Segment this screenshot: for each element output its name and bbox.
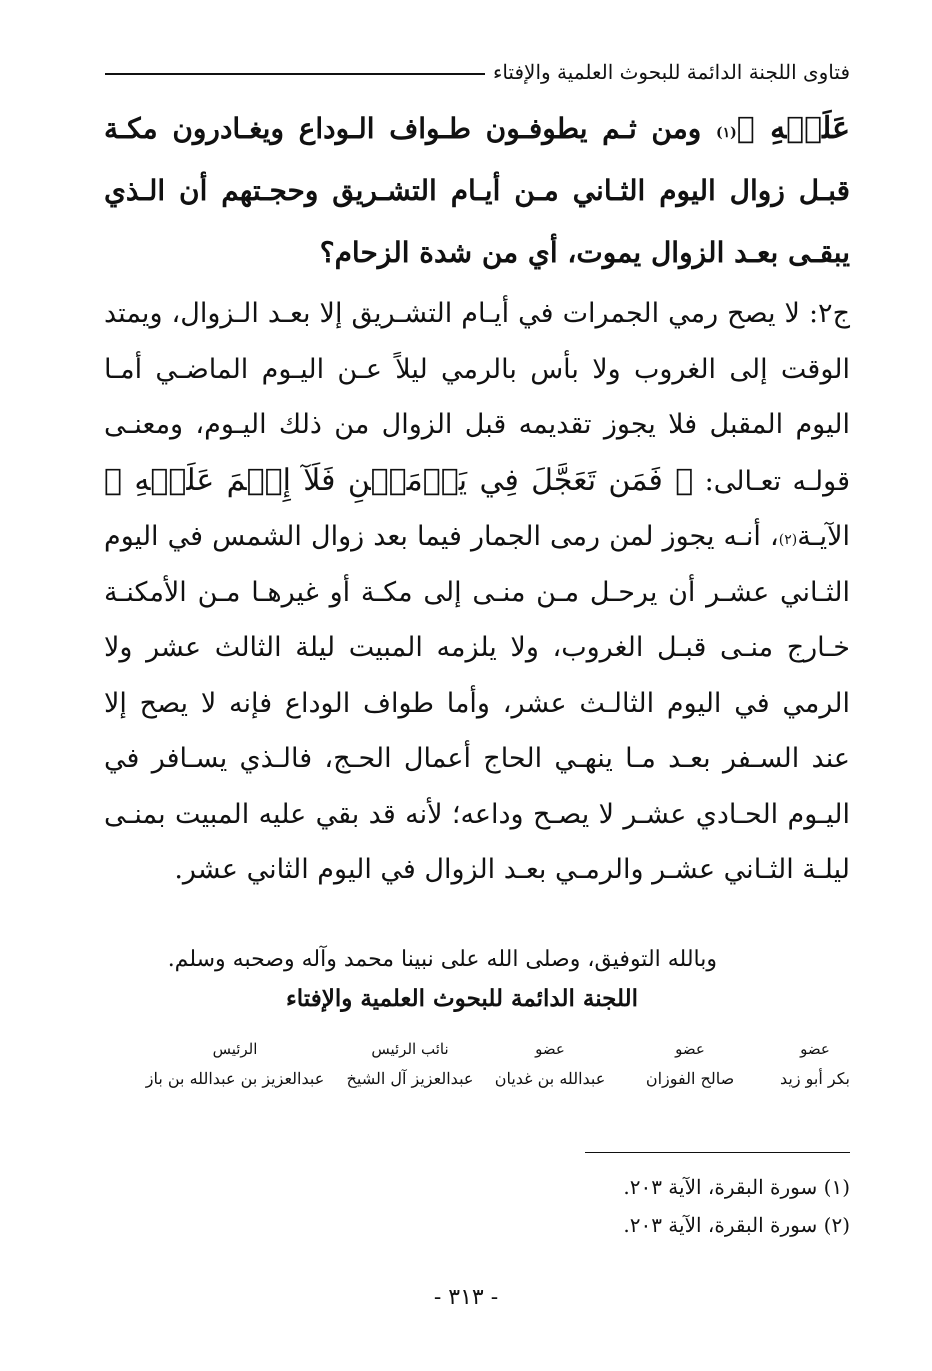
signatory-role: الرئيس (212, 1040, 258, 1058)
closing-line: وبالله التوفيق، وصلى الله على نبينا محمد وآله وصحبه وسلم. (167, 947, 717, 972)
signatory-role: عضو (535, 1040, 565, 1058)
question-body: ومن ثـم يطوفـون طـواف الـوداع ويغـادرون مكـة قبـل زوال اليوم الثـاني مـن أيـام التشـريق وحجـتهم أن الـذي يبقـى بعـد الزوال يموت، أي من شدة الزحام؟ (104, 112, 850, 269)
signatories (100, 1035, 850, 1105)
question-ayah-tail: عَلَيۡهِ ﴾ (736, 111, 850, 146)
signatory (640, 1035, 740, 1095)
footnotes (350, 1168, 850, 1244)
signatory (490, 1035, 610, 1095)
question-text (104, 98, 850, 284)
signatory-name: صالح الفوزان (645, 1069, 735, 1088)
footnote: (١) سورة البقرة، الآية ٢٠٣. (623, 1175, 850, 1199)
signatory-role: نائب الرئيس (371, 1040, 449, 1058)
signatory-role: عضو (800, 1040, 830, 1058)
signatory-name: عبدالعزيز آل الشيخ (346, 1069, 474, 1088)
signatory-role: عضو (675, 1040, 705, 1058)
answer-after-ayah: ، أنـه يجوز لمن رمى الجمار فيما بعد زوال الشمس في اليوم الثـاني عشـر أن يرحـل مـن منـى إلى مكـة أو غيرهـا مـن الأمكنـة خـارج منـى قبـل الغروب، ولا يلزمه المبيت ليلة الثالث عشر ولا الرمي في اليوم الثالـث عشر، وأما طواف الوداع فإنه لا يصح إلا عند السـفر بعـد مـا ينهـي الحاج أعمال الحـج، فالـذي يسـافر في اليـوم الحـادي عشـر لا يصـح وداعه؛ لأنه قد بقي عليه المبيت بمنـى ليلـة الثـاني عشـر والرمـي بعـد الزوال في اليوم الثاني عشر. (104, 521, 850, 885)
footnote: (٢) سورة البقرة، الآية ٢٠٣. (623, 1213, 850, 1237)
header-rule (105, 73, 485, 75)
signatory-name: بكر أبو زيد (779, 1069, 850, 1088)
signatory-name: عبدالعزيز بن عبدالله بن باز (145, 1069, 325, 1088)
signatory (140, 1035, 330, 1095)
footnote-ref-2[interactable]: (٢) (778, 532, 798, 548)
answer-before-ayah: ج٢: لا يصح رمي الجمرات في أيـام التشـريق إلا بعـد الـزوال، ويمتد الوقت إلى الغروب ولا بأس بالرمي ليلاً عـن اليـوم الماضـي أمـا اليوم المقبل فلا يجوز تقديمه قبل الزوال من ذلك اليـوم، ومعنـى قولـه تعـالى: (104, 298, 850, 497)
committee-name: اللجنة الدائمة للبحوث العلمية والإفتاء (285, 985, 639, 1012)
signatory (780, 1035, 850, 1095)
signatory-name: عبدالله بن غديان (494, 1069, 606, 1088)
signatory (340, 1035, 480, 1095)
footnote-ref-1[interactable]: (١) (715, 125, 737, 141)
answer-text (104, 286, 850, 898)
footnote-divider (585, 1152, 850, 1153)
page-number: - ٣١٣ - (433, 1285, 499, 1310)
running-header (105, 52, 850, 92)
quran-verse: ﴿ فَمَن تَعَجَّلَ فِي يَوۡمَيۡنِ فَلَآ إِثۡمَ عَلَيۡهِ ﴾ (104, 462, 694, 498)
running-title: فتاوى اللجنة الدائمة للبحوث العلمية والإفتاء (492, 60, 850, 84)
ayah-label: الآيـة (797, 521, 850, 552)
